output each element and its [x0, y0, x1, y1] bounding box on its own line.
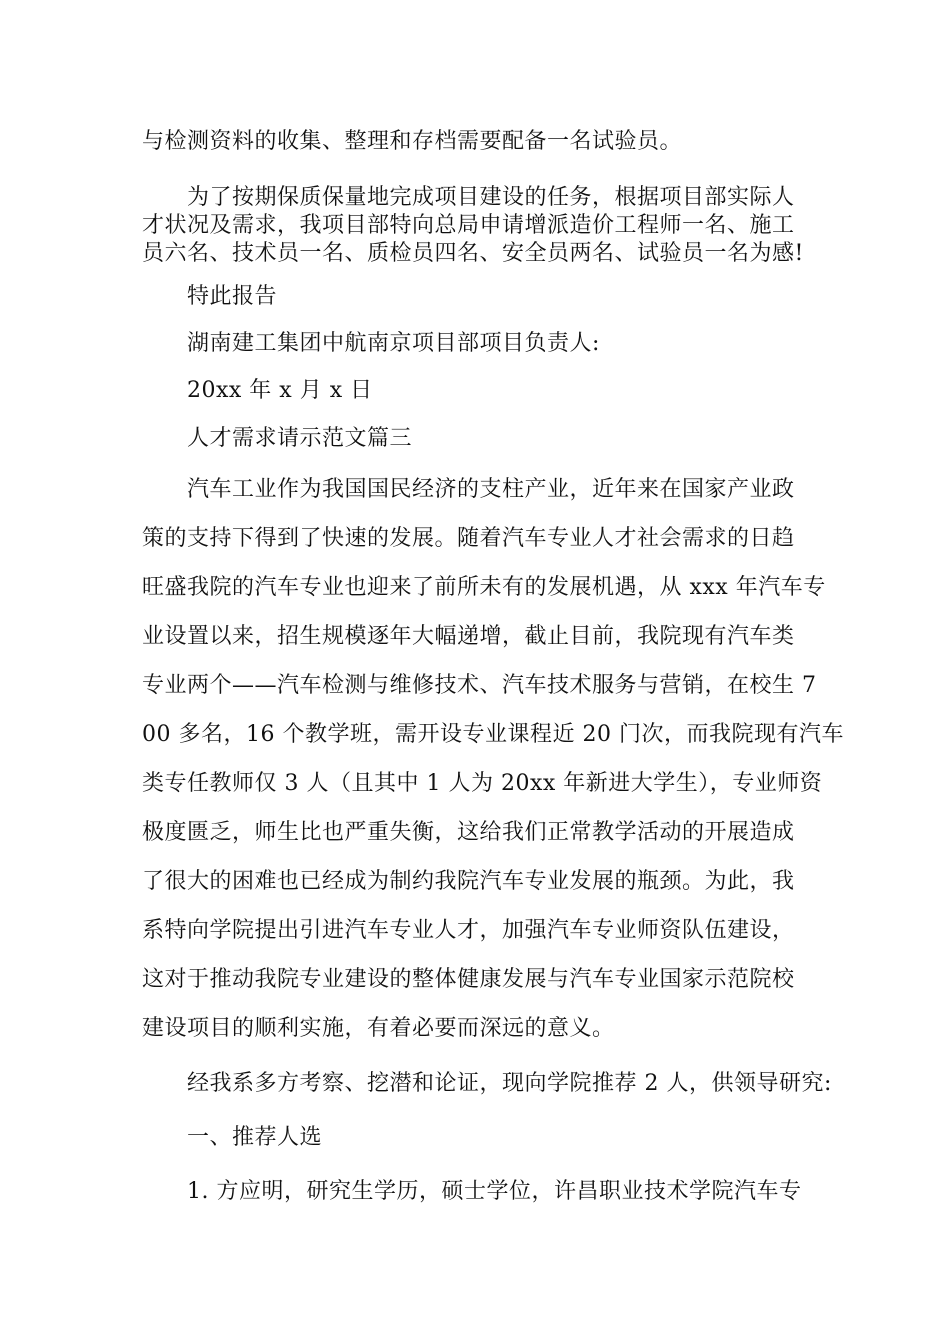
- text-line: 才状况及需求，我项目部特向总局申请增派造价工程师一名、施工: [142, 213, 795, 238]
- text-line: 业设置以来，招生规模逐年大幅递增，截止目前，我院现有汽车类: [142, 624, 795, 649]
- text-line: 了很大的困难也已经成为制约我院汽车专业发展的瓶颈。为此，我: [142, 869, 795, 894]
- text-line: 策的支持下得到了快速的发展。随着汽车专业人才社会需求的日趋: [142, 526, 795, 551]
- text-line: 类专任教师仅 3 人（且其中 1 人为 20xx 年新进大学生），专业师资: [142, 771, 823, 796]
- text-line: 系特向学院提出引进汽车专业人才，加强汽车专业师资队伍建设，: [142, 918, 795, 943]
- text-line: 汽车工业作为我国国民经济的支柱产业，近年来在国家产业政: [187, 477, 795, 502]
- text-line: 湖南建工集团中航南京项目部项目负责人:: [187, 331, 600, 356]
- text-line: 为了按期保质保量地完成项目建设的任务，根据项目部实际人: [187, 185, 795, 210]
- text-line: 建设项目的顺利实施，有着必要而深远的意义。: [142, 1016, 615, 1041]
- text-line: 与检测资料的收集、整理和存档需要配备一名试验员。: [142, 129, 683, 154]
- text-line: 00 多名，16 个教学班，需开设专业课程近 20 门次，而我院现有汽车: [142, 722, 844, 747]
- text-line: 这对于推动我院专业建设的整体健康发展与汽车专业国家示范院校: [142, 967, 795, 992]
- text-line: 经我系多方考察、挖潜和论证，现向学院推荐 2 人，供领导研究:: [187, 1071, 832, 1096]
- section-heading: 人才需求请示范文篇三: [187, 426, 413, 451]
- text-line: 20xx 年 x 月 x 日: [187, 378, 373, 403]
- text-line: 员六名、技术员一名、质检员四名、安全员两名、试验员一名为感!: [142, 241, 804, 266]
- text-line: 特此报告: [187, 284, 278, 309]
- text-line: 旺盛我院的汽车专业也迎来了前所未有的发展机遇，从 xxx 年汽车专: [142, 575, 826, 600]
- section-heading: 一、推荐人选: [187, 1125, 323, 1150]
- text-line: 1. 方应明，研究生学历，硕士学位，许昌职业技术学院汽车专: [187, 1179, 802, 1204]
- text-line: 专业两个——汽车检测与维修技术、汽车技术服务与营销，在校生 7: [142, 673, 817, 698]
- text-line: 极度匮乏，师生比也严重失衡，这给我们正常教学活动的开展造成: [142, 820, 795, 845]
